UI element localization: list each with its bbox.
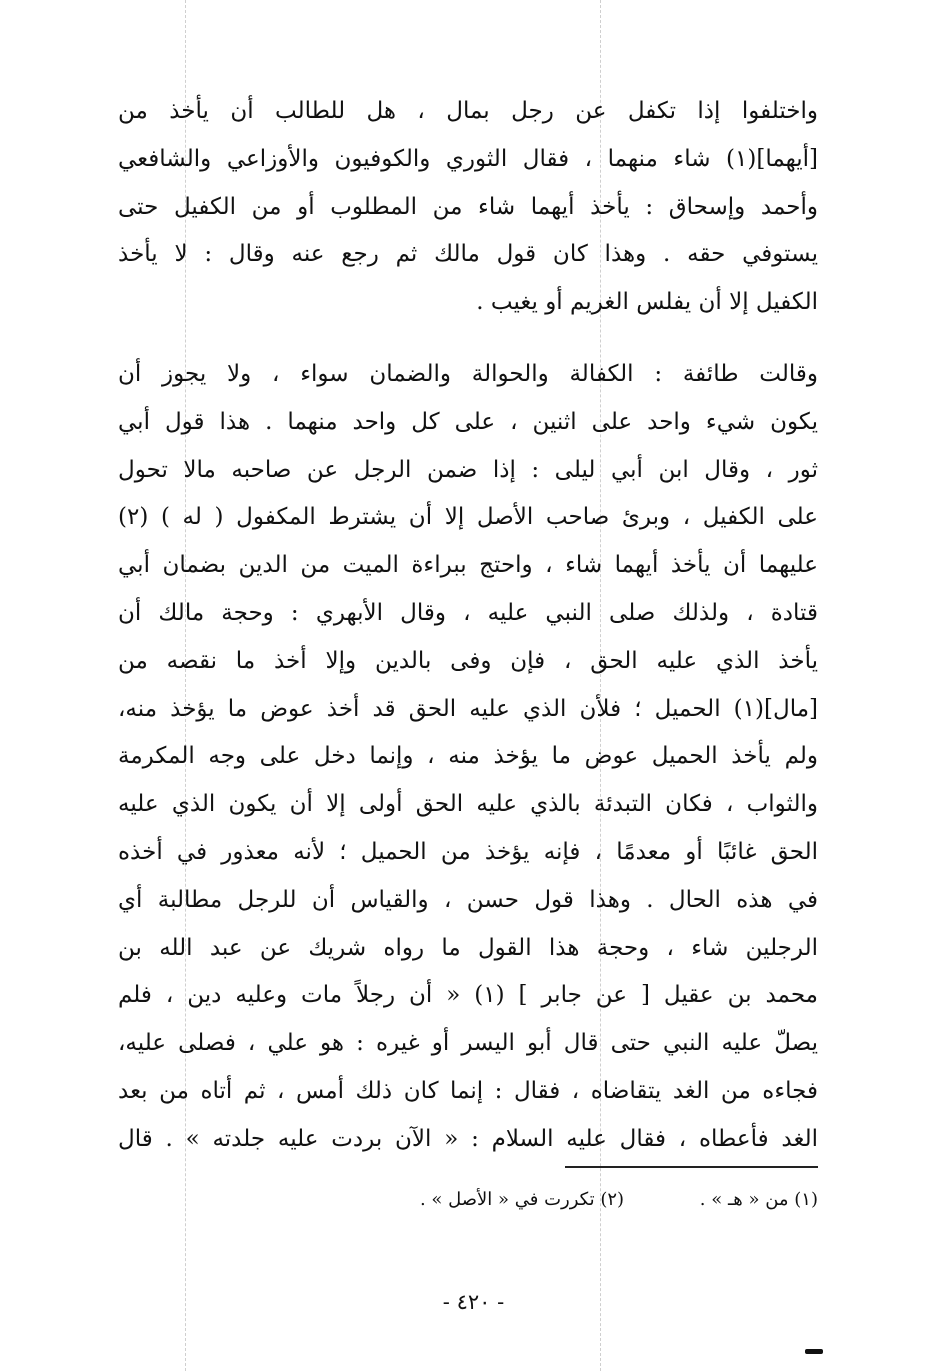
text-line: وأحمد وإسحاق : يأخذ أيهما شاء من المطلوب أو من الكفيل حتى <box>118 193 818 220</box>
scan-artifact-mark <box>805 1349 823 1354</box>
text-line: الحق غائبًا أو معدمًا ، فإنه يؤخذ من الحميل ؛ لأنه معذور في أخذه <box>118 838 818 865</box>
text-line: ولم يأخذ الحميل عوض ما يؤخذ منه ، وإنما دخل على وجه المكرمة <box>118 743 818 770</box>
text-line: على الكفيل ، وبرئ صاحب الأصل إلا أن يشترط المكفول ( له ) (٢) <box>118 504 818 531</box>
text-line: في هذه الحال . وهذا قول حسن ، والقياس أن للرجل مطالبة أي <box>118 886 818 913</box>
text-line: قتادة ، ولذلك صلى النبي عليه ، وقال الأبهري : وحجة مالك أن <box>118 599 818 626</box>
footnote-1: (١) من « هـ » . <box>699 1189 818 1210</box>
text-line: محمد بن عقيل [ عن جابر ] (١) « أن رجلاً مات وعليه دين ، فلم <box>118 982 818 1009</box>
text-line: [مال](١) الحميل ؛ فلأن الذي عليه الحق قد أخذ عوض ما يؤخذ منه، <box>118 695 818 722</box>
text-line: يستوفي حقه . وهذا كان قول مالك ثم رجع عنه وقال : لا يأخذ <box>118 241 818 268</box>
text-line: عليهما أن يأخذ أيهما شاء ، واحتج ببراءة الميت من الدين بضمان أبي <box>118 552 818 579</box>
text-line: يأخذ الذي عليه الحق ، فإن وفى بالدين وإلا أخذ ما نقصه من <box>118 647 818 674</box>
text-line: ثور ، وقال ابن أبي ليلى : إذا ضمن الرجل عن صاحبه مالا تحول <box>118 456 818 483</box>
text-line: والثواب ، فكان التبدئة بالذي عليه الحق أولى إلا أن يكون الذي عليه <box>118 791 818 818</box>
paragraph-gap <box>118 327 818 351</box>
text-line: الرجلين شاء ، وحجة هذا القول ما رواه شريك عن عبد الله بن <box>118 934 818 961</box>
text-line: واختلفوا إذا تكفل عن رجل بمال ، هل للطالب أن يأخذ من <box>118 98 818 124</box>
text-line: يكون شيء واحد على اثنين ، على كل واحد منهما . هذا قول أبي <box>118 408 818 435</box>
footnote-separator <box>565 1166 818 1168</box>
text-line: وقالت طائفة : الكفالة والحوالة والضمان سواء ، ولا يجوز أن <box>118 360 818 387</box>
text-line: الغد فأعطاه ، فقال عليه السلام : « الآن بردت عليه جلدته » . قال <box>118 1125 818 1152</box>
footnotes <box>300 1185 818 1215</box>
page-number: - ٤٢٠ - <box>442 1290 505 1314</box>
text-line: [أيهما](١) شاء منهما ، فقال الثوري والكوفيون والأوزاعي والشافعي <box>118 145 818 172</box>
text-line: يصلّ عليه النبي حتى قال أبو اليسر أو غيره : هو علي ، فصلى عليه، <box>118 1030 818 1057</box>
text-line: فجاءه من الغد يتقاضاه ، فقال : إنما كان ذلك أمس ، ثم أتاه من بعد <box>118 1077 818 1104</box>
main-text-block <box>118 88 818 1164</box>
text-line: الكفيل إلا أن يفلس الغريم أو يغيب . <box>476 289 818 316</box>
footnote-2: (٢) تكررت في « الأصل » . <box>419 1189 625 1210</box>
